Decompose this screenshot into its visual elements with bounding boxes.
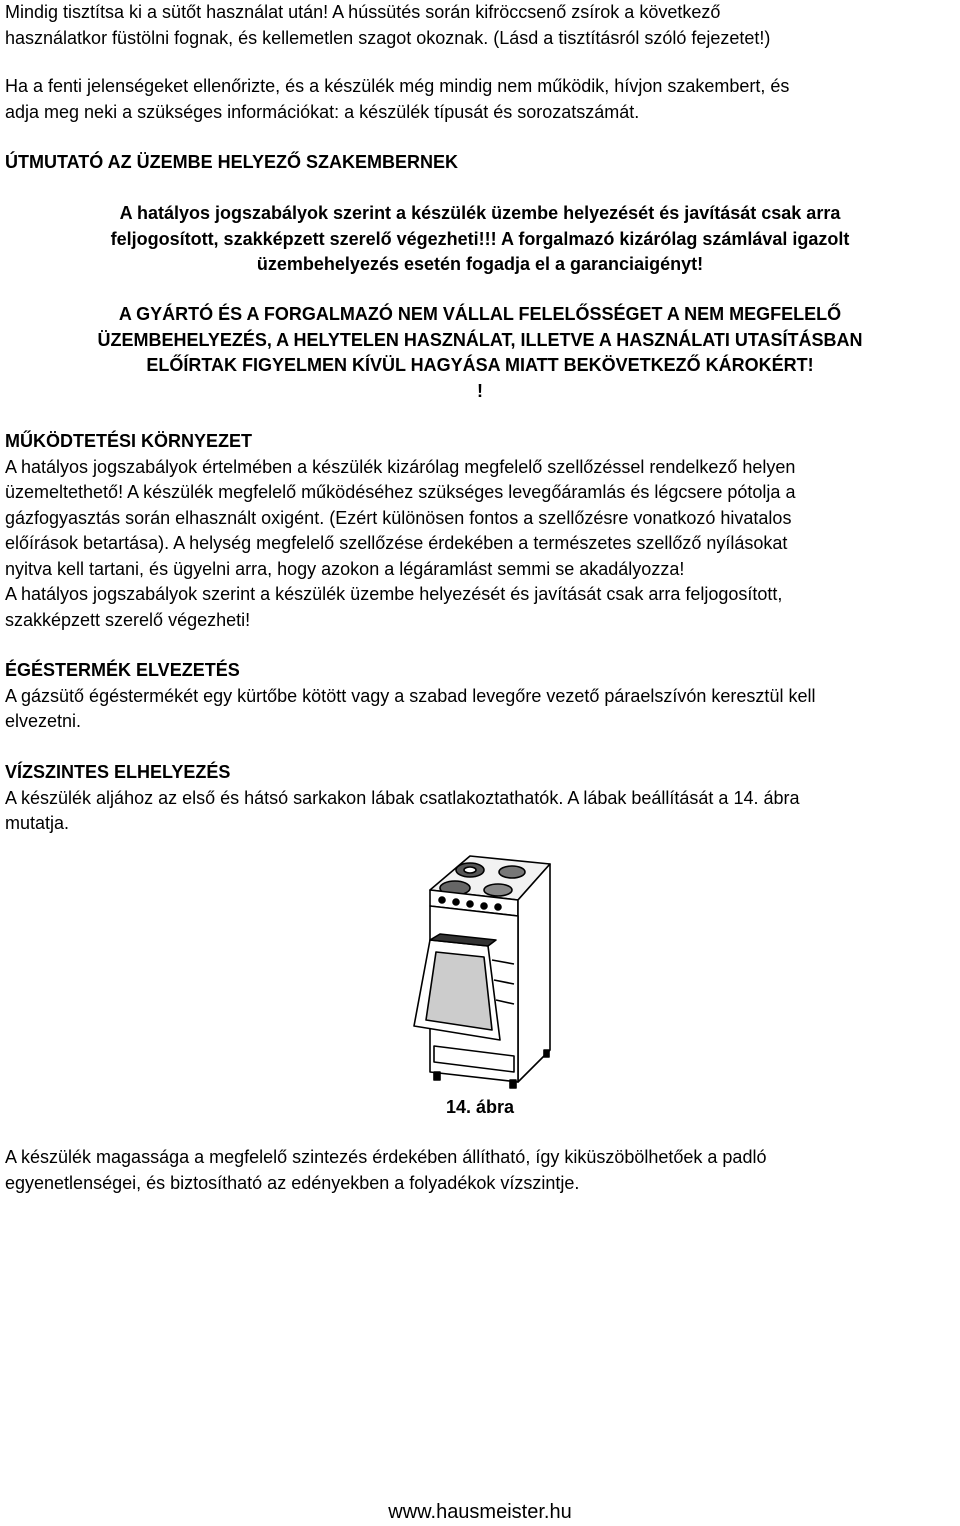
exhaust-section xyxy=(5,658,955,735)
installer-notice-line-1: A hatályos jogszabályok szerint a készülék üzembe helyezését és javítását csak arra xyxy=(119,203,841,223)
environment-line-2: üzemeltethető! A készülék megfelelő működéséhez szükséges levegőáramlás és légcsere pótolja a xyxy=(5,482,796,502)
height-note-line-2: egyenetlenségei, és biztosítható az edényekben a folyadékok vízszintje. xyxy=(5,1172,580,1193)
height-note-line-1: A készülék magassága a megfelelő szintezés érdekében állítható, így kiküszöbölhetőek a padló xyxy=(5,1147,767,1167)
installer-heading: ÚTMUTATÓ AZ ÜZEMBE HELYEZŐ SZAKEMBERNEK xyxy=(5,152,458,172)
contact-line-2: adja meg neki a szükséges információkat: a készülék típusát és sorozatszámát. xyxy=(5,101,640,122)
contact-paragraph xyxy=(5,74,955,125)
leveling-section xyxy=(5,760,955,837)
environment-line-4: előírások betartása). A helység megfelelő szellőzése érdekében a természetes szellőző nyílásokat xyxy=(5,533,788,553)
installer-notice-line-3: üzembehelyezés esetén fogadja el a garanciaigényt! xyxy=(256,254,704,274)
leveling-heading: VÍZSZINTES ELHELYEZÉS xyxy=(5,762,231,782)
exhaust-line-2: elvezetni. xyxy=(5,711,82,731)
leveling-line-2: mutatja. xyxy=(5,813,70,833)
installer-notice-line-2: feljogosított, szakképzett szerelő végezheti!!! A forgalmazó kizárólag számlával igazolt xyxy=(110,228,850,249)
environment-line-1: A hatályos jogszabályok értelmében a készülék kizárólag megfelelő szellőzéssel rendelkező helyen xyxy=(5,456,796,477)
environment-line-7: szakképzett szerelő végezheti! xyxy=(5,609,251,630)
footer-url: www.hausmeister.hu xyxy=(388,1501,572,1523)
contact-line-1: Ha a fenti jelenségeket ellenőrizte, és a készülék még mindig nem működik, hívjon szakembert, és xyxy=(5,76,790,96)
leveling-line-1: A készülék aljához az első és hátsó sarkakon lábak csatlakoztathatók. A lábak beállítását a 14. ábra xyxy=(5,787,800,808)
liability-notice xyxy=(5,302,955,404)
stove-drawing xyxy=(400,850,580,1090)
height-note xyxy=(5,1145,955,1196)
installer-notice xyxy=(5,201,955,278)
gas-stove-illustration xyxy=(400,850,580,1090)
environment-section xyxy=(5,429,955,633)
liability-line-3: ELŐÍRTAK FIGYELMEN KÍVÜL HAGYÁSA MIATT BEKÖVETKEZŐ KÁROKÉRT! xyxy=(146,355,814,375)
intro-paragraph xyxy=(5,0,955,51)
exhaust-heading: ÉGÉSTERMÉK ELVEZETÉS xyxy=(5,660,240,680)
environment-line-6: A hatályos jogszabályok szerint a készülék üzembe helyezését és javítását csak arra feljogosított, xyxy=(5,584,783,604)
environment-heading: MŰKÖDTETÉSI KÖRNYEZET xyxy=(5,431,253,451)
liability-line-1: A GYÁRTÓ ÉS A FORGALMAZÓ NEM VÁLLAL FELELŐSSÉGET A NEM MEGFELELŐ xyxy=(118,304,842,324)
environment-line-5: nyitva kell tartani, és ügyelni arra, hogy azokon a légáramlást semmi se akadályozza! xyxy=(5,558,685,579)
exhaust-line-1: A gázsütő égéstermékét egy kürtőbe kötött vagy a szabad levegőre vezető páraelszívón keresztül kell xyxy=(5,685,816,706)
liability-line-4: ! xyxy=(477,380,483,401)
environment-line-3: gázfogyasztás során elhasznált oxigént. (Ezért különösen fontos a szellőzésre vonatkozó hivatalos xyxy=(5,507,792,528)
figure-caption: 14. ábra xyxy=(445,1097,515,1117)
intro-line-2: használatkor füstölni fognak, és kellemetlen szagot okoznak. (Lásd a tisztításról szóló fejezetet!) xyxy=(5,27,771,48)
liability-line-2: ÜZEMBEHELYEZÉS, A HELYTELEN HASZNÁLAT, ILLETVE A HASZNÁLATI UTASÍTÁSBAN xyxy=(97,329,863,350)
intro-line-1: Mindig tisztítsa ki a sütőt használat után! A hússütés során kifröccsenő zsírok a következő xyxy=(5,2,721,22)
